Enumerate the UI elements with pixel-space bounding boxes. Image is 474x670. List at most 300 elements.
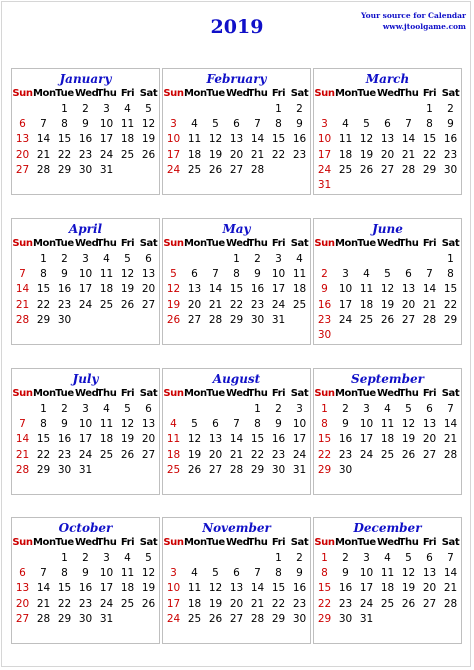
day-cell: 13 xyxy=(422,418,437,431)
day-cell: 4 xyxy=(384,403,391,415)
weekday-header: Wed xyxy=(226,88,250,99)
day-cell: 20 xyxy=(229,597,244,610)
day-cell: 10 xyxy=(271,268,286,281)
day-cell: 28 xyxy=(15,463,30,476)
day-cell: 29 xyxy=(229,313,244,326)
day-cell: 9 xyxy=(342,567,349,580)
weekday-header: Fri xyxy=(120,88,135,99)
day-cell: 5 xyxy=(212,567,219,580)
day-cell: 7 xyxy=(447,403,454,415)
day-cell: 27 xyxy=(401,313,416,326)
day-cell: 16 xyxy=(338,433,353,446)
day-cell: 1 xyxy=(61,103,68,115)
day-cell: 26 xyxy=(120,448,135,461)
day-cell: 18 xyxy=(380,582,395,595)
day-cell: 18 xyxy=(292,283,307,296)
day-cell: 31 xyxy=(78,463,93,476)
day-cell: 4 xyxy=(296,253,303,265)
day-cell: 4 xyxy=(384,552,391,564)
day-cell: 21 xyxy=(422,298,437,311)
day-cell: 16 xyxy=(78,582,93,595)
day-cell: 26 xyxy=(401,597,416,610)
day-cell: 10 xyxy=(359,567,374,580)
weekday-header: Mon xyxy=(33,537,56,548)
day-cell: 15 xyxy=(443,283,458,296)
day-cell: 12 xyxy=(359,133,374,146)
weekday-header: Thu xyxy=(398,88,419,99)
day-cell: 23 xyxy=(338,448,353,461)
day-cell: 17 xyxy=(99,133,114,146)
day-cell: 20 xyxy=(187,298,202,311)
day-cell: 8 xyxy=(426,118,433,131)
day-cell: 28 xyxy=(401,163,416,176)
day-cell: 31 xyxy=(99,163,114,176)
day-cell: 6 xyxy=(19,567,26,580)
day-cell: 25 xyxy=(120,148,135,161)
day-cell: 1 xyxy=(321,403,328,415)
day-cell: 5 xyxy=(405,403,412,415)
day-cell: 6 xyxy=(233,567,240,580)
day-cell: 6 xyxy=(145,403,152,415)
weekday-header: Mon xyxy=(335,388,358,399)
day-cell: 25 xyxy=(338,163,353,176)
day-cell: 24 xyxy=(292,448,307,461)
weekday-header: Fri xyxy=(422,537,437,548)
weekday-header: Mon xyxy=(335,537,358,548)
weekday-header: Thu xyxy=(398,537,419,548)
day-cell: 5 xyxy=(405,552,412,564)
weekday-header: Thu xyxy=(247,388,268,399)
day-cell: 9 xyxy=(61,418,68,431)
day-cell: 30 xyxy=(338,612,353,625)
day-cell: 9 xyxy=(296,567,303,580)
day-cell: 15 xyxy=(36,283,51,296)
weekday-header: Tue xyxy=(357,388,376,399)
day-cell: 26 xyxy=(120,298,135,311)
day-cell: 20 xyxy=(422,433,437,446)
day-cell: 14 xyxy=(250,582,265,595)
day-cell: 13 xyxy=(187,283,202,296)
weekday-header: Fri xyxy=(271,238,286,249)
day-cell: 1 xyxy=(61,552,68,564)
day-cell: 22 xyxy=(36,298,51,311)
day-cell: 18 xyxy=(359,298,374,311)
day-cell: 15 xyxy=(57,133,72,146)
day-cell: 10 xyxy=(359,418,374,431)
day-cell: 20 xyxy=(15,597,30,610)
day-cell: 21 xyxy=(443,433,458,446)
day-cell: 20 xyxy=(15,148,30,161)
day-cell: 3 xyxy=(321,118,328,131)
day-cell: 3 xyxy=(170,118,177,131)
day-cell: 7 xyxy=(40,567,47,580)
day-cell: 14 xyxy=(250,133,265,146)
day-cell: 29 xyxy=(443,313,458,326)
weekday-header: Wed xyxy=(226,537,250,548)
weekday-header: Tue xyxy=(206,388,225,399)
day-cell: 14 xyxy=(208,283,223,296)
day-cell: 29 xyxy=(57,163,72,176)
day-cell: 25 xyxy=(120,597,135,610)
day-cell: 2 xyxy=(254,253,261,265)
day-cell: 20 xyxy=(401,298,416,311)
day-cell: 7 xyxy=(19,268,26,281)
day-cell: 3 xyxy=(363,403,370,415)
weekday-header: Sat xyxy=(139,88,158,99)
month-name: April xyxy=(68,222,103,236)
day-cell: 23 xyxy=(78,148,93,161)
day-cell: 15 xyxy=(57,582,72,595)
day-cell: 2 xyxy=(82,103,89,115)
day-cell: 16 xyxy=(78,133,93,146)
day-cell: 20 xyxy=(208,448,223,461)
day-cell: 1 xyxy=(40,403,47,415)
weekday-header: Sat xyxy=(139,537,158,548)
month-august xyxy=(162,368,311,495)
day-cell: 12 xyxy=(208,133,223,146)
day-cell: 10 xyxy=(78,268,93,281)
day-cell: 23 xyxy=(292,597,307,610)
day-cell: 17 xyxy=(166,148,181,161)
month-name: December xyxy=(353,521,422,535)
day-cell: 13 xyxy=(380,133,395,146)
day-cell: 18 xyxy=(166,448,181,461)
day-cell: 21 xyxy=(401,148,416,161)
day-cell: 7 xyxy=(426,268,433,281)
day-cell: 12 xyxy=(166,283,181,296)
month-november xyxy=(162,517,311,644)
day-cell: 27 xyxy=(229,612,244,625)
day-cell: 9 xyxy=(254,268,261,281)
day-cell: 31 xyxy=(99,612,114,625)
day-cell: 24 xyxy=(166,163,181,176)
day-cell: 21 xyxy=(15,298,30,311)
day-cell: 8 xyxy=(321,567,328,580)
day-cell: 29 xyxy=(317,612,332,625)
weekday-header: Sun xyxy=(163,537,184,548)
day-cell: 9 xyxy=(296,118,303,131)
day-cell: 24 xyxy=(271,298,286,311)
day-cell: 11 xyxy=(166,433,181,446)
day-cell: 1 xyxy=(254,403,261,415)
source-line-1: Your source for Calendar xyxy=(360,11,466,20)
weekday-header: Thu xyxy=(96,238,117,249)
day-cell: 1 xyxy=(426,103,433,115)
weekday-header: Tue xyxy=(206,88,225,99)
day-cell: 28 xyxy=(250,612,265,625)
day-cell: 1 xyxy=(447,253,454,265)
day-cell: 7 xyxy=(40,118,47,131)
day-cell: 24 xyxy=(317,163,332,176)
day-cell: 6 xyxy=(426,552,433,564)
day-cell: 14 xyxy=(36,133,51,146)
day-cell: 30 xyxy=(271,463,286,476)
day-cell: 11 xyxy=(120,567,135,580)
day-cell: 23 xyxy=(57,298,72,311)
day-cell: 4 xyxy=(342,118,349,131)
day-cell: 27 xyxy=(208,463,223,476)
weekday-header: Wed xyxy=(75,388,99,399)
weekday-header: Mon xyxy=(184,88,207,99)
month-may xyxy=(162,218,311,345)
day-cell: 9 xyxy=(342,418,349,431)
day-cell: 13 xyxy=(229,582,244,595)
weekday-header: Wed xyxy=(75,88,99,99)
day-cell: 26 xyxy=(141,597,156,610)
day-cell: 28 xyxy=(36,163,51,176)
month-march xyxy=(313,68,462,195)
day-cell: 9 xyxy=(321,283,328,296)
day-cell: 8 xyxy=(275,118,282,131)
day-cell: 16 xyxy=(338,582,353,595)
day-cell: 6 xyxy=(191,268,198,281)
day-cell: 29 xyxy=(250,463,265,476)
day-cell: 9 xyxy=(82,118,89,131)
day-cell: 20 xyxy=(229,148,244,161)
day-cell: 10 xyxy=(99,118,114,131)
weekday-header: Wed xyxy=(226,388,250,399)
month-july xyxy=(11,368,160,495)
day-cell: 30 xyxy=(292,612,307,625)
day-cell: 23 xyxy=(317,313,332,326)
day-cell: 15 xyxy=(317,582,332,595)
weekday-header: Fri xyxy=(422,388,437,399)
day-cell: 28 xyxy=(443,448,458,461)
day-cell: 24 xyxy=(78,298,93,311)
day-cell: 1 xyxy=(275,103,282,115)
day-cell: 2 xyxy=(321,268,328,281)
weekday-header: Mon xyxy=(335,238,358,249)
weekday-header: Tue xyxy=(55,88,74,99)
day-cell: 6 xyxy=(233,118,240,131)
day-cell: 16 xyxy=(57,283,72,296)
day-cell: 14 xyxy=(15,283,30,296)
day-cell: 22 xyxy=(229,298,244,311)
weekday-header: Thu xyxy=(247,537,268,548)
day-cell: 1 xyxy=(321,552,328,564)
day-cell: 28 xyxy=(250,163,265,176)
day-cell: 20 xyxy=(380,148,395,161)
day-cell: 1 xyxy=(40,253,47,265)
day-cell: 17 xyxy=(271,283,286,296)
weekday-header: Sat xyxy=(290,388,309,399)
day-cell: 5 xyxy=(145,552,152,564)
day-cell: 11 xyxy=(187,582,202,595)
weekday-header: Sat xyxy=(441,537,460,548)
day-cell: 16 xyxy=(443,133,458,146)
month-september xyxy=(313,368,462,495)
day-cell: 24 xyxy=(99,597,114,610)
day-cell: 27 xyxy=(229,163,244,176)
day-cell: 11 xyxy=(338,133,353,146)
day-cell: 15 xyxy=(229,283,244,296)
weekday-header: Sun xyxy=(12,388,33,399)
day-cell: 12 xyxy=(120,418,135,431)
day-cell: 8 xyxy=(321,418,328,431)
day-cell: 5 xyxy=(384,268,391,281)
day-cell: 21 xyxy=(443,582,458,595)
day-cell: 19 xyxy=(120,283,135,296)
weekday-header: Sat xyxy=(441,88,460,99)
day-cell: 21 xyxy=(250,597,265,610)
day-cell: 13 xyxy=(401,283,416,296)
day-cell: 8 xyxy=(61,118,68,131)
day-cell: 5 xyxy=(212,118,219,131)
day-cell: 8 xyxy=(254,418,261,431)
day-cell: 4 xyxy=(103,403,110,415)
day-cell: 29 xyxy=(422,163,437,176)
day-cell: 16 xyxy=(292,582,307,595)
day-cell: 13 xyxy=(15,582,30,595)
day-cell: 11 xyxy=(292,268,307,281)
day-cell: 9 xyxy=(447,118,454,131)
weekday-header: Sun xyxy=(314,388,335,399)
day-cell: 17 xyxy=(359,582,374,595)
day-cell: 2 xyxy=(342,552,349,564)
day-cell: 18 xyxy=(99,433,114,446)
day-cell: 8 xyxy=(61,567,68,580)
day-cell: 11 xyxy=(187,133,202,146)
day-cell: 30 xyxy=(78,163,93,176)
day-cell: 17 xyxy=(78,283,93,296)
day-cell: 18 xyxy=(380,433,395,446)
weekday-header: Sun xyxy=(314,88,335,99)
day-cell: 6 xyxy=(19,118,26,131)
weekday-header: Mon xyxy=(335,88,358,99)
day-cell: 26 xyxy=(208,163,223,176)
day-cell: 18 xyxy=(187,597,202,610)
weekday-header: Mon xyxy=(33,238,56,249)
day-cell: 21 xyxy=(36,148,51,161)
day-cell: 19 xyxy=(401,582,416,595)
day-cell: 9 xyxy=(61,268,68,281)
day-cell: 19 xyxy=(120,433,135,446)
day-cell: 10 xyxy=(166,133,181,146)
day-cell: 7 xyxy=(19,418,26,431)
day-cell: 12 xyxy=(141,118,156,131)
day-cell: 11 xyxy=(380,418,395,431)
day-cell: 29 xyxy=(57,612,72,625)
day-cell: 16 xyxy=(292,133,307,146)
day-cell: 3 xyxy=(275,253,282,265)
day-cell: 2 xyxy=(61,253,68,265)
day-cell: 8 xyxy=(275,567,282,580)
day-cell: 26 xyxy=(166,313,181,326)
weekday-header: Thu xyxy=(96,388,117,399)
day-cell: 14 xyxy=(443,418,458,431)
day-cell: 23 xyxy=(338,597,353,610)
day-cell: 2 xyxy=(82,552,89,564)
weekday-header: Sat xyxy=(290,537,309,548)
day-cell: 15 xyxy=(271,582,286,595)
day-cell: 28 xyxy=(15,313,30,326)
day-cell: 26 xyxy=(141,148,156,161)
weekday-header: Fri xyxy=(271,537,286,548)
day-cell: 27 xyxy=(141,298,156,311)
day-cell: 11 xyxy=(99,268,114,281)
day-cell: 20 xyxy=(141,283,156,296)
day-cell: 12 xyxy=(401,418,416,431)
day-cell: 30 xyxy=(443,163,458,176)
day-cell: 4 xyxy=(363,268,370,281)
day-cell: 25 xyxy=(187,612,202,625)
day-cell: 11 xyxy=(120,118,135,131)
day-cell: 23 xyxy=(271,448,286,461)
day-cell: 25 xyxy=(292,298,307,311)
day-cell: 25 xyxy=(187,163,202,176)
weekday-header: Sat xyxy=(290,88,309,99)
day-cell: 19 xyxy=(359,148,374,161)
day-cell: 4 xyxy=(170,418,177,431)
day-cell: 23 xyxy=(250,298,265,311)
day-cell: 19 xyxy=(401,433,416,446)
day-cell: 6 xyxy=(384,118,391,131)
weekday-header: Fri xyxy=(271,388,286,399)
month-name: September xyxy=(351,372,424,386)
day-cell: 12 xyxy=(187,433,202,446)
day-cell: 7 xyxy=(447,552,454,564)
day-cell: 2 xyxy=(296,552,303,564)
month-name: March xyxy=(365,72,410,86)
day-cell: 30 xyxy=(57,463,72,476)
day-cell: 10 xyxy=(166,582,181,595)
day-cell: 21 xyxy=(15,448,30,461)
day-cell: 25 xyxy=(359,313,374,326)
weekday-header: Fri xyxy=(271,88,286,99)
weekday-header: Sat xyxy=(441,388,460,399)
day-cell: 18 xyxy=(99,283,114,296)
day-cell: 18 xyxy=(120,133,135,146)
day-cell: 23 xyxy=(78,597,93,610)
day-cell: 29 xyxy=(36,463,51,476)
day-cell: 22 xyxy=(250,448,265,461)
day-cell: 16 xyxy=(250,283,265,296)
month-october xyxy=(11,517,160,644)
day-cell: 3 xyxy=(342,268,349,281)
weekday-header: Tue xyxy=(357,537,376,548)
day-cell: 31 xyxy=(271,313,286,326)
day-cell: 4 xyxy=(124,552,131,564)
weekday-header: Wed xyxy=(377,388,401,399)
day-cell: 28 xyxy=(36,612,51,625)
day-cell: 8 xyxy=(40,268,47,281)
day-cell: 30 xyxy=(338,463,353,476)
weekday-header: Sun xyxy=(12,88,33,99)
day-cell: 13 xyxy=(229,133,244,146)
day-cell: 10 xyxy=(78,418,93,431)
day-cell: 21 xyxy=(208,298,223,311)
weekday-header: Sun xyxy=(163,388,184,399)
month-name: February xyxy=(206,72,267,86)
weekday-header: Wed xyxy=(226,238,250,249)
day-cell: 10 xyxy=(317,133,332,146)
day-cell: 17 xyxy=(78,433,93,446)
day-cell: 28 xyxy=(443,597,458,610)
weekday-header: Thu xyxy=(247,238,268,249)
day-cell: 8 xyxy=(40,418,47,431)
day-cell: 25 xyxy=(99,298,114,311)
day-cell: 14 xyxy=(15,433,30,446)
day-cell: 19 xyxy=(208,148,223,161)
day-cell: 18 xyxy=(187,148,202,161)
month-name: July xyxy=(72,372,99,386)
day-cell: 7 xyxy=(405,118,412,131)
day-cell: 10 xyxy=(99,567,114,580)
day-cell: 10 xyxy=(338,283,353,296)
day-cell: 14 xyxy=(401,133,416,146)
day-cell: 17 xyxy=(292,433,307,446)
day-cell: 15 xyxy=(422,133,437,146)
